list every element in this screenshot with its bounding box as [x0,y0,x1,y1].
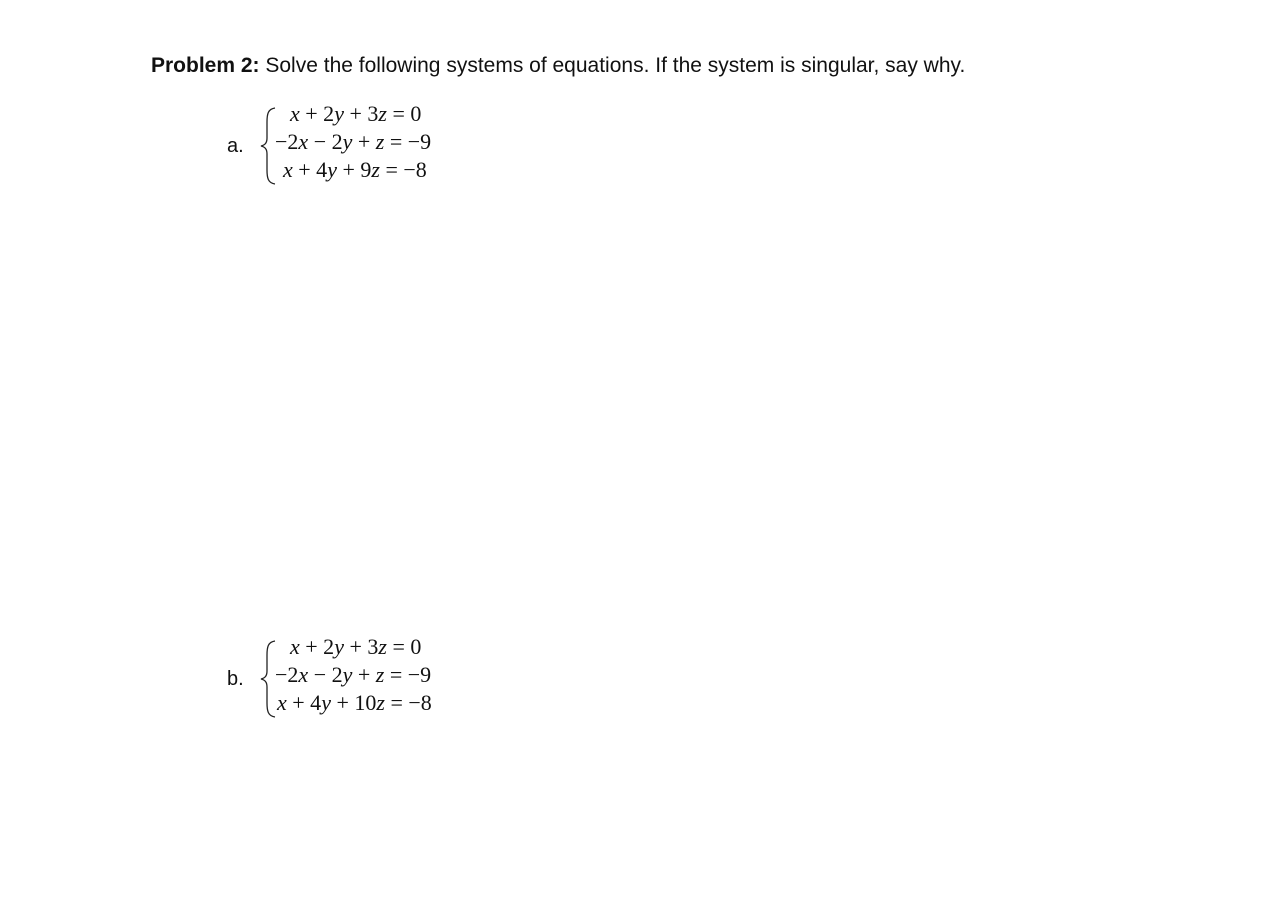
equation [290,100,421,128]
equation [290,633,421,661]
part-letter: b. [227,668,244,690]
equation-term: = −9 [384,129,432,154]
equation-variable: x [298,662,309,687]
equation-variable: y [334,634,344,659]
equation-variable: x [298,129,309,154]
equation-variable: z [378,101,387,126]
equation-term: + 9 [336,157,372,182]
equation-variable: y [334,101,344,126]
equation-variable: z [378,634,387,659]
equation-term: − 2 [308,129,343,154]
equation-term: + 3 [343,101,379,126]
equation-variable: y [321,690,331,715]
equation-variable: y [342,129,353,154]
part-b [0,633,1284,723]
equation-variable: x [290,101,300,126]
equation-variable: y [327,157,337,182]
part-letter: a. [227,135,244,157]
equation-variable: z [375,129,385,154]
equation-variable: y [342,662,353,687]
equation-variable: z [376,690,385,715]
equation [275,661,431,689]
equation-variable: z [375,662,385,687]
equation-term: + 3 [343,634,379,659]
equation-term: + 4 [286,690,322,715]
problem-text: Solve the following systems of equations. If the system is singular, say why. [265,54,966,77]
equation-term: + [352,129,376,154]
equation-term: + 10 [330,690,377,715]
equation-variable: x [290,634,300,659]
equation-term: = −8 [384,690,432,715]
equation-term: − 2 [308,662,343,687]
part-a [0,100,1284,190]
equation-term: = −9 [384,662,432,687]
equation-term: = 0 [386,634,422,659]
problem-label: Problem 2: [151,54,260,77]
equation-variable: x [277,690,287,715]
equation-term: + 2 [299,101,335,126]
equation [277,689,432,717]
problem-heading [151,52,965,80]
equation-term: + 2 [299,634,335,659]
equation-term: −2 [275,129,299,154]
equation-term: = 0 [386,101,422,126]
equation [283,156,427,184]
equation-term: −2 [275,662,299,687]
equation-term: = −8 [379,157,427,182]
equation-variable: z [371,157,380,182]
equation [275,128,431,156]
equation-term: + 4 [292,157,328,182]
equation-variable: x [283,157,293,182]
equation-term: + [352,662,376,687]
